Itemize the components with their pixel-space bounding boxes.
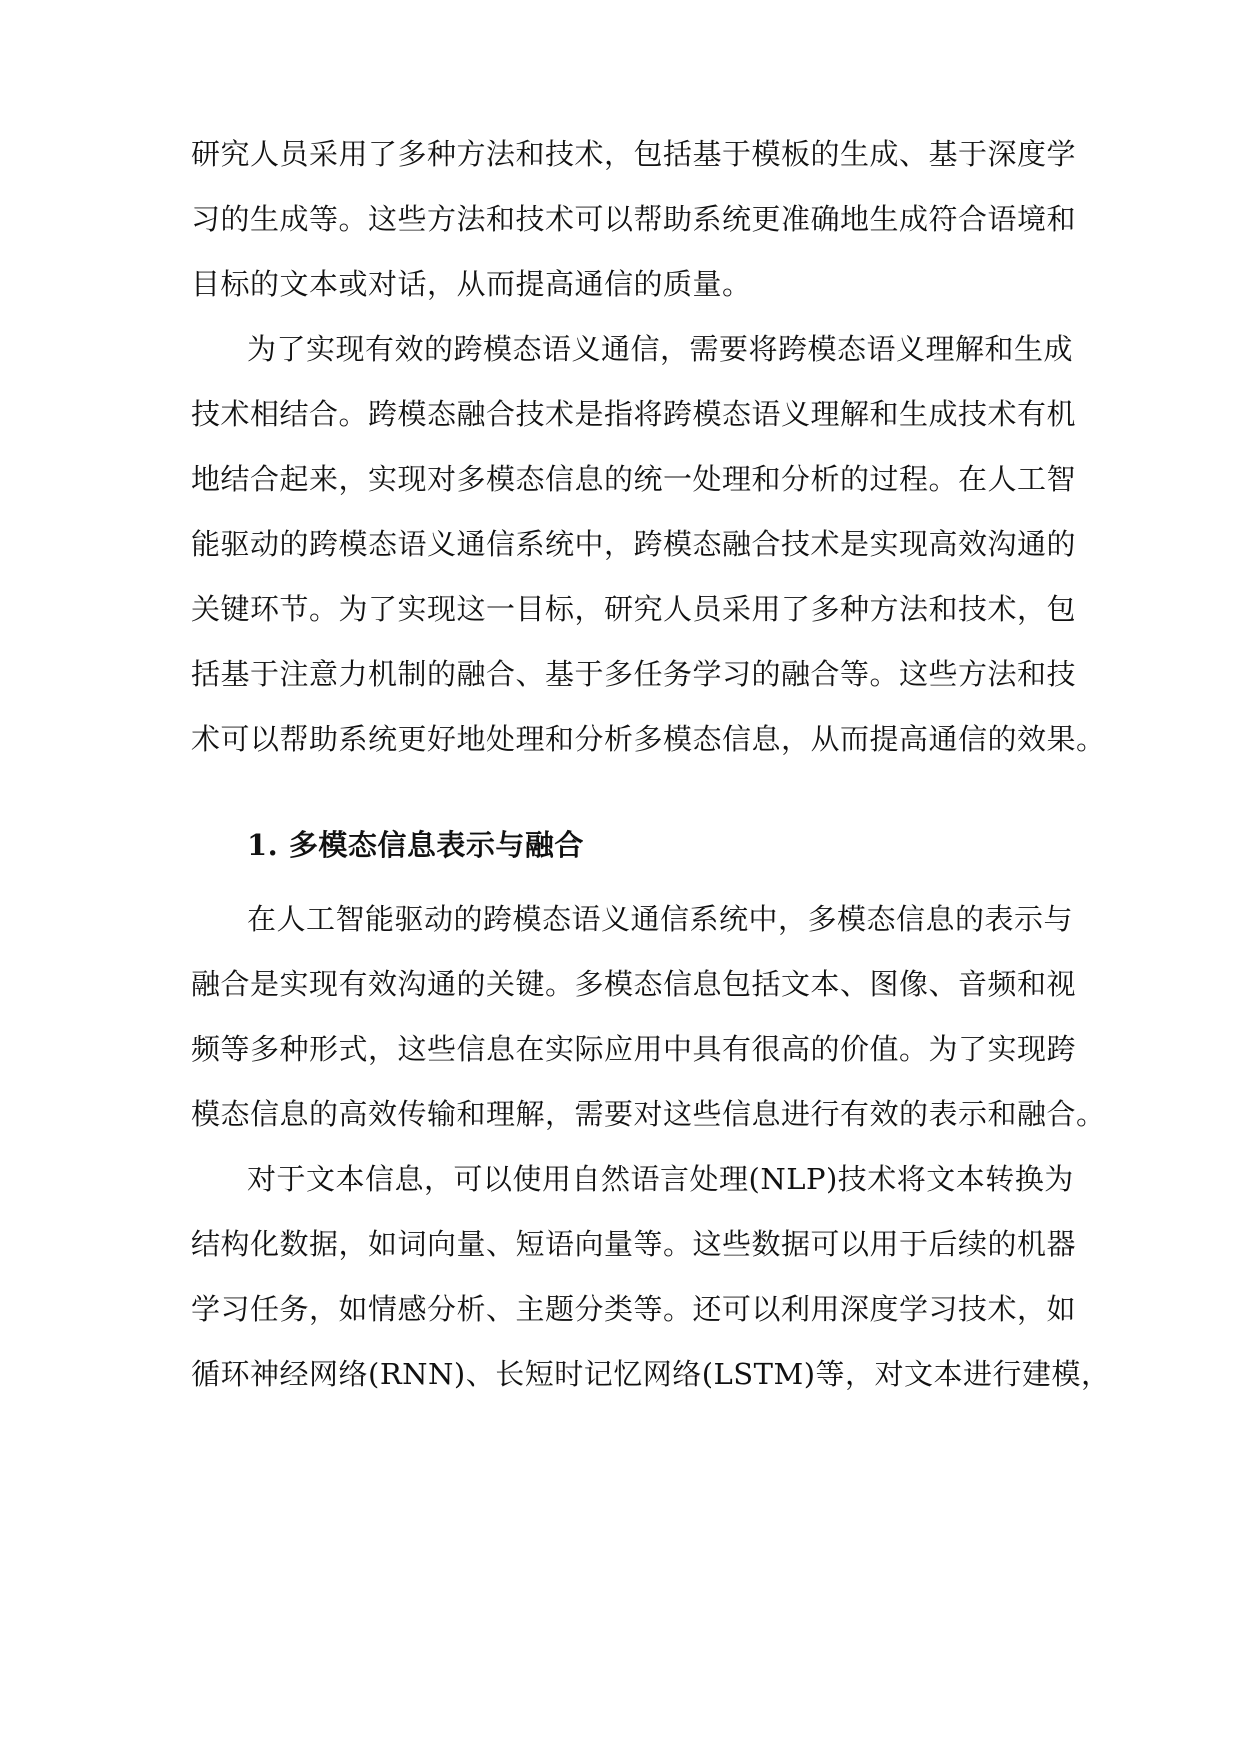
paragraph-line: 习的生成等。这些方法和技术可以帮助系统更准确地生成符合语境和: [191, 202, 1077, 236]
paragraph-line: 括基于注意力机制的融合、基于多任务学习的融合等。这些方法和技: [191, 657, 1077, 691]
paragraph-line: 对于文本信息，可以使用自然语言处理(NLP)技术将文本转换为: [247, 1162, 1074, 1196]
paragraph-line: 频等多种形式，这些信息在实际应用中具有很高的价值。为了实现跨: [191, 1032, 1077, 1066]
paragraph-line: 学习任务，如情感分析、主题分类等。还可以利用深度学习技术，如: [191, 1292, 1077, 1326]
paragraph-line: 地结合起来，实现对多模态信息的统一处理和分析的过程。在人工智: [191, 462, 1077, 496]
paragraph-line: 目标的文本或对话，从而提高通信的质量。: [191, 267, 752, 301]
paragraph-line: 融合是实现有效沟通的关键。多模态信息包括文本、图像、音频和视: [191, 967, 1077, 1001]
paragraph-line: 关键环节。为了实现这一目标，研究人员采用了多种方法和技术，包: [191, 592, 1077, 626]
paragraph-line: 在人工智能驱动的跨模态语义通信系统中，多模态信息的表示与: [247, 902, 1074, 936]
paragraph-line: 术可以帮助系统更好地处理和分析多模态信息，从而提高通信的效果。: [191, 722, 1106, 756]
paragraph-line: 能驱动的跨模态语义通信系统中，跨模态融合技术是实现高效沟通的: [191, 527, 1077, 561]
paragraph-line: 模态信息的高效传输和理解，需要对这些信息进行有效的表示和融合。: [191, 1097, 1106, 1131]
paragraph-line: 为了实现有效的跨模态语义通信，需要将跨模态语义理解和生成: [247, 332, 1074, 366]
paragraph-line: 研究人员采用了多种方法和技术，包括基于模板的生成、基于深度学: [191, 137, 1077, 171]
paragraph-line: 循环神经网络(RNN)、长短时记忆网络(LSTM)等，对文本进行建模，: [191, 1357, 1111, 1391]
paragraph-line: 结构化数据，如词向量、短语向量等。这些数据可以用于后续的机器: [191, 1227, 1077, 1261]
section-heading: 1. 多模态信息表示与融合: [247, 828, 584, 862]
paragraph-line: 技术相结合。跨模态融合技术是指将跨模态语义理解和生成技术有机: [191, 397, 1077, 431]
